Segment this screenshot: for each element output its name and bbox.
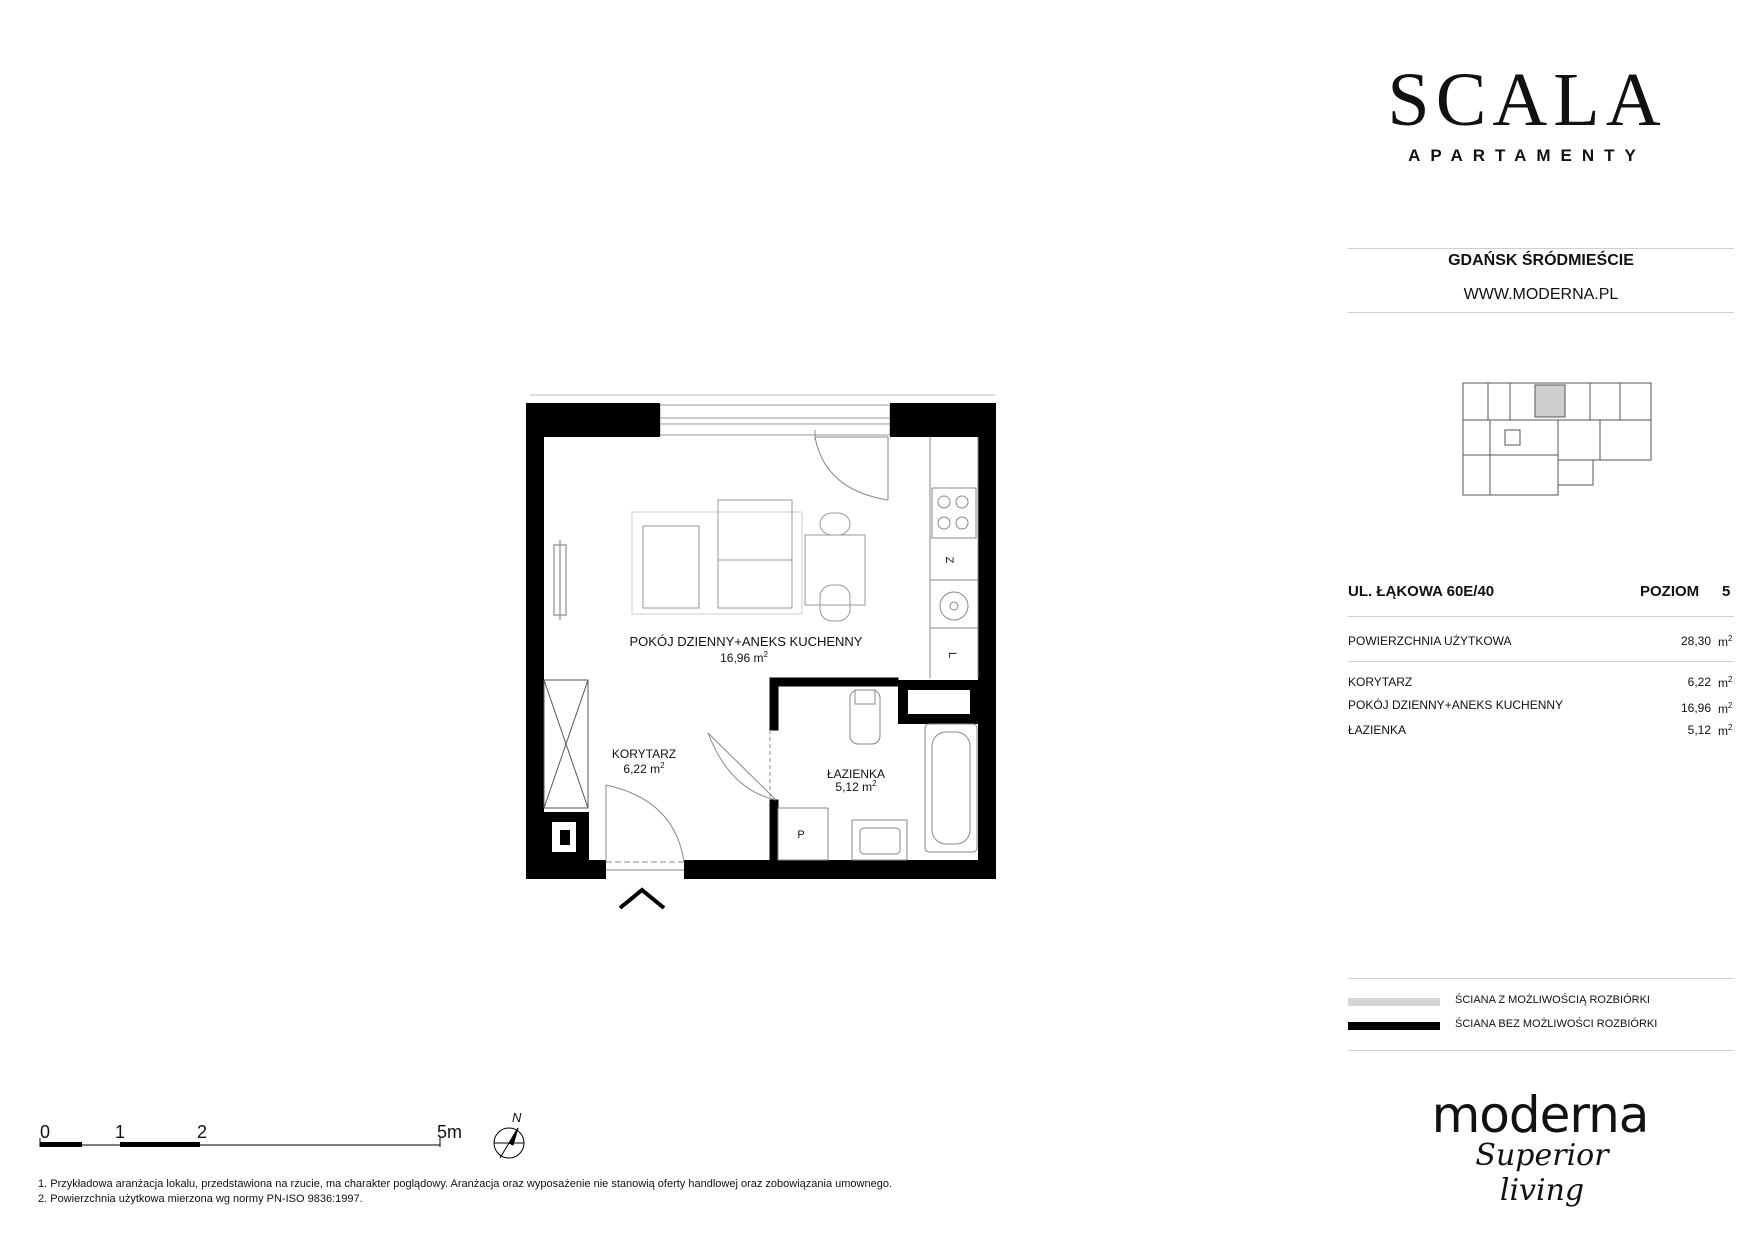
usable-area-label: POWIERZCHNIA UŻYTKOWA	[1348, 634, 1512, 648]
room-area-bath: 5,12 m	[835, 780, 873, 794]
developer-tagline: Superior living	[1475, 1138, 1609, 1208]
svg-text:5,12 m2	[835, 779, 877, 794]
footnote: 1. Przykładowa aranżacja lokalu, przedstawiona na rzucie, ma charakter poglądowy. Aranżacja oraz wyposażenie nie stanowią oferty handlowej oraz zobowiązania umownego.	[38, 1178, 892, 1190]
brand-logo: SCALA	[1387, 58, 1667, 142]
level-label: POZIOM	[1640, 583, 1700, 600]
usable-area-value: 28,30	[1680, 634, 1711, 648]
legend-swatch-demolishable	[1348, 998, 1440, 1006]
brand-subtitle: APARTAMENTY	[1408, 146, 1646, 165]
developer-logo: moderna	[1431, 1086, 1649, 1144]
divider	[1348, 1050, 1734, 1051]
scale-tick: 1	[115, 1122, 126, 1142]
scale-bar	[40, 1138, 440, 1147]
key-plan	[1463, 383, 1651, 495]
location-text: GDAŃSK ŚRÓDMIEŚCIE	[1448, 252, 1634, 269]
scale-tick: 0	[40, 1122, 51, 1142]
window-top	[660, 405, 890, 435]
divider	[1348, 312, 1734, 313]
room-label-living: POKÓJ DZIENNY+ANEKS KUCHENNY	[629, 634, 863, 649]
washer-letter: P	[797, 829, 805, 841]
room-row-label: ŁAZIENKA	[1348, 723, 1407, 737]
legend-label: ŚCIANA Z MOŻLIWOŚCIĄ ROZBIÓRKI	[1455, 994, 1650, 1006]
scale-tick: 5m	[437, 1122, 463, 1142]
divider	[1348, 661, 1734, 662]
living-furniture	[632, 500, 865, 621]
north-label: N	[512, 1110, 522, 1125]
room-label-bath: ŁAZIENKA	[826, 767, 886, 781]
room-area-living: 16,96 m	[720, 651, 764, 665]
scale-tick: 2	[197, 1122, 208, 1142]
website-link[interactable]: WWW.MODERNA.PL	[1463, 286, 1619, 303]
room-row-label: KORYTARZ	[1348, 675, 1413, 689]
dishwasher-letter: L	[946, 651, 958, 659]
room-row-unit: $m^2$	[1718, 701, 1733, 716]
svg-text:16,96 m2	[720, 650, 768, 665]
area-exp: 2	[763, 650, 768, 659]
divider	[1348, 248, 1734, 249]
wardrobe	[544, 680, 588, 808]
entrance-arrow	[620, 890, 664, 908]
room-area-corridor: 6,22 m	[623, 762, 661, 776]
room-row-unit: $m^2$	[1718, 723, 1733, 738]
room-row-value: 5,12	[1687, 723, 1711, 737]
area-exp: 2	[872, 779, 877, 788]
svg-text:6,22 m2	[623, 761, 665, 776]
address-text: UL. ŁĄKOWA 60E/40	[1348, 583, 1495, 600]
room-row-label: POKÓJ DZIENNY+ANEKS KUCHENNY	[1348, 698, 1564, 712]
legend-label: ŚCIANA BEZ MOŻLIWOŚCI ROZBIÓRKI	[1455, 1018, 1658, 1030]
area-exp: 2	[660, 761, 665, 770]
legend-swatch-loadbearing	[1348, 1022, 1440, 1030]
fridge-letter: Z	[943, 556, 955, 564]
room-row-value: 16,96	[1680, 701, 1711, 715]
footnote: 2. Powierzchnia użytkowa mierzona wg normy PN-ISO 9836:1997.	[38, 1193, 363, 1205]
divider	[1348, 978, 1734, 979]
room-row-unit: $m^2$	[1718, 675, 1733, 690]
room-label-corridor: KORYTARZ	[611, 747, 677, 761]
north-arrow-icon	[494, 1128, 524, 1158]
divider	[1348, 616, 1734, 617]
room-row-value: 6,22	[1687, 675, 1711, 689]
usable-area-unit: $m^2$	[1718, 634, 1733, 649]
level-value: 5	[1722, 583, 1731, 600]
